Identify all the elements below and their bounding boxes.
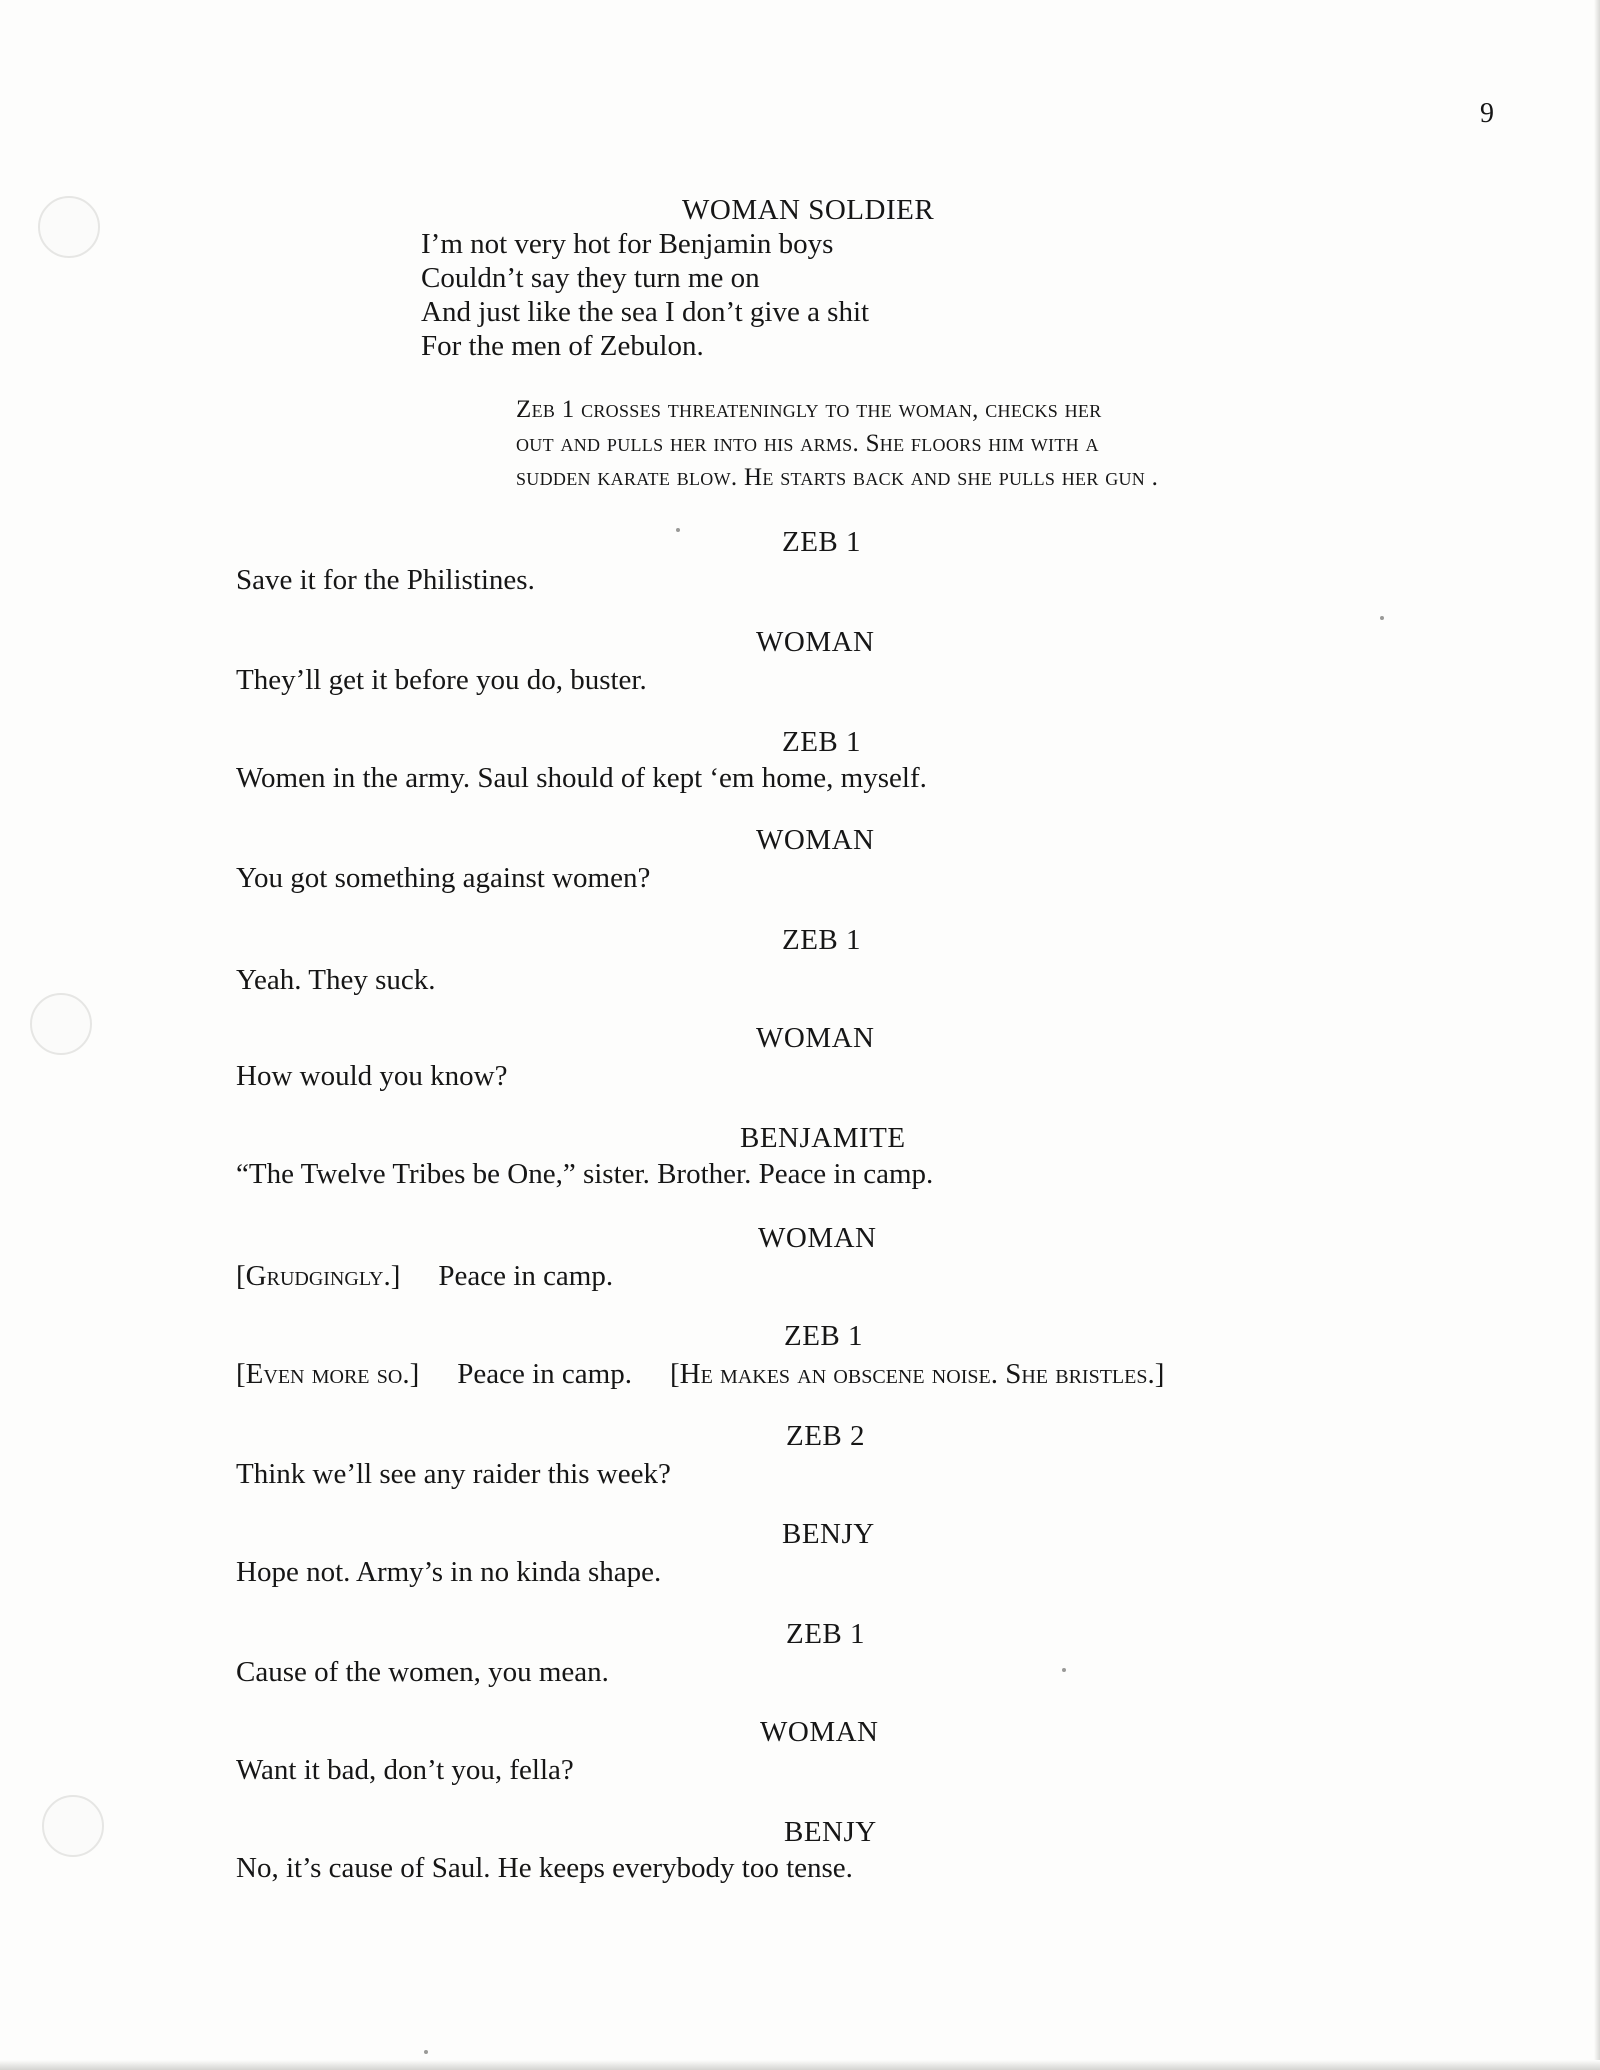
song-lyric-line: Couldn’t say they turn me on [421, 262, 760, 294]
dialogue-line [236, 1260, 613, 1293]
page-bottom-shadow [0, 2060, 1600, 2070]
song-lyric-line: I’m not very hot for Benjamin boys [421, 228, 834, 260]
song-speaker: WOMAN SOLDIER [682, 194, 935, 226]
paper-speck [1062, 1668, 1066, 1672]
character-name: ZEB 1 [782, 924, 862, 956]
page-edge-shadow [1594, 0, 1600, 2070]
dialogue-line: Women in the army. Saul should of kept ‘em home, myself. [236, 762, 927, 794]
stage-direction-line: Zeb 1 crosses threateningly to the woman, checks her [516, 396, 1102, 423]
parenthetical-direction: [Even more so.] [236, 1358, 420, 1390]
dialogue-line: You got something against women? [236, 862, 651, 894]
paper-speck [1380, 616, 1384, 620]
character-name: ZEB 1 [782, 726, 862, 758]
character-name: ZEB 1 [784, 1320, 864, 1352]
stage-direction-line: sudden karate blow. He starts back and she pulls her gun . [516, 464, 1159, 491]
punch-hole-icon [30, 993, 92, 1055]
character-name: BENJY [782, 1518, 875, 1550]
dialogue-line: Yeah. They suck. [236, 964, 436, 996]
dialogue-text: Peace in camp. [457, 1358, 632, 1390]
page-number: 9 [1480, 98, 1494, 129]
song-lyric-line: For the men of Zebulon. [421, 330, 704, 362]
character-name: ZEB 1 [782, 526, 862, 558]
dialogue-line: No, it’s cause of Saul. He keeps everybody too tense. [236, 1852, 853, 1884]
dialogue-line [236, 1358, 1164, 1391]
punch-hole-icon [42, 1795, 104, 1857]
punch-hole-icon [38, 196, 100, 258]
dialogue-line: How would you know? [236, 1060, 508, 1092]
stage-action: [He makes an obscene noise. She bristles.] [669, 1358, 1165, 1390]
character-name: WOMAN [756, 1022, 875, 1054]
character-name: WOMAN [758, 1222, 877, 1254]
dialogue-line: Save it for the Philistines. [236, 564, 535, 596]
character-name: WOMAN [756, 626, 875, 658]
character-name: WOMAN [760, 1716, 879, 1748]
dialogue-line: They’ll get it before you do, buster. [236, 664, 647, 696]
paper-speck [424, 2050, 428, 2054]
character-name: ZEB 2 [786, 1420, 866, 1452]
paper-speck [676, 528, 680, 532]
dialogue-line: “The Twelve Tribes be One,” sister. Brother. Peace in camp. [236, 1158, 934, 1190]
dialogue-line: Hope not. Army’s in no kinda shape. [236, 1556, 662, 1588]
dialogue-line: Think we’ll see any raider this week? [236, 1458, 671, 1490]
character-name: BENJAMITE [740, 1122, 906, 1154]
parenthetical-direction: [Grudgingly.] [236, 1260, 401, 1292]
dialogue-text: Peace in camp. [438, 1260, 614, 1292]
dialogue-line: Cause of the women, you mean. [236, 1656, 609, 1688]
character-name: WOMAN [756, 824, 875, 856]
dialogue-line: Want it bad, don’t you, fella? [236, 1754, 574, 1786]
character-name: ZEB 1 [786, 1618, 866, 1650]
stage-direction-line: out and pulls her into his arms. She floors him with a [516, 430, 1099, 457]
character-name: BENJY [784, 1816, 877, 1848]
song-lyric-line: And just like the sea I don’t give a shit [421, 296, 870, 328]
